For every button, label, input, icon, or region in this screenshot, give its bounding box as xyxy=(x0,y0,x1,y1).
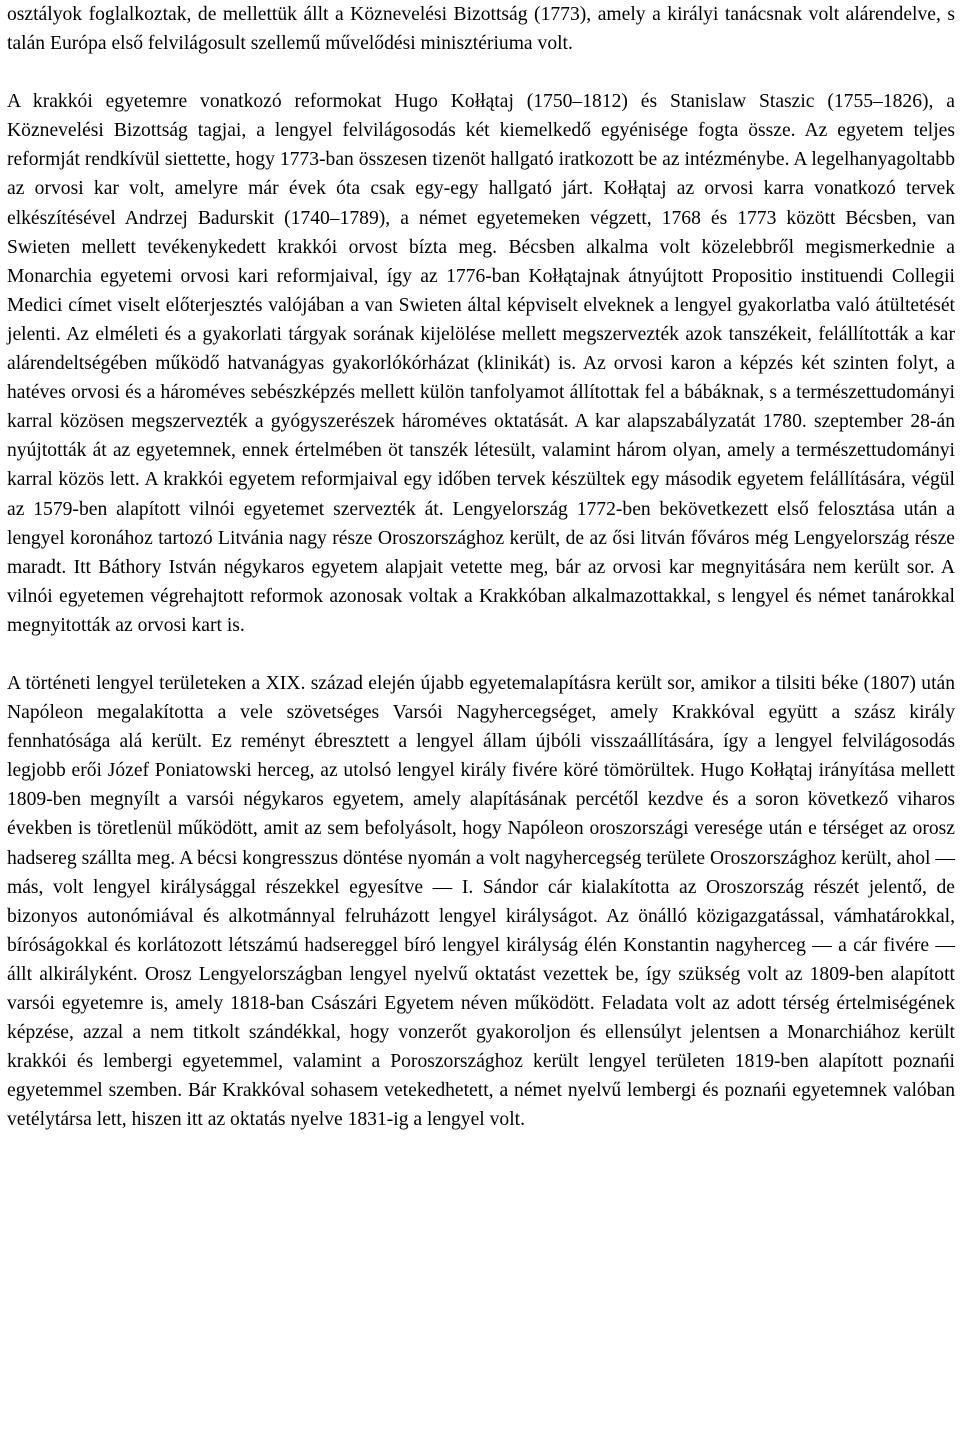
paragraph-spacer xyxy=(7,640,955,669)
paragraph-spacer xyxy=(7,58,955,87)
document-page xyxy=(7,0,955,1134)
paragraph-krakow-reform: A krakkói egyetemre vonatkozó reformokat Hugo Kołłątaj (1750–1812) és Stanislaw Staszic (1755–1826), a Köznevelési Bizottság tagjai, a lengyel felvilágosodás két kiemelkedő egyénisége fogta össze. Az egyetem teljes reformját rendkívül siettette, hogy 1773-ban összesen tizenöt hallgató iratkozott be az intézménybe. A legelhanyagoltabb az orvosi kar volt, amelyre már évek óta csak egy-egy hallgató járt. Kołłątaj az orvosi karra vonatkozó tervek elkészítésével Andrzej Badurskit (1740–1789), a német egyetemeken végzett, 1768 és 1773 között Bécsben, van Swieten mellett tevékenykedett krakkói orvost bízta meg. Bécsben alkalma volt közelebbről megismerkednie a Monarchia egyetemi orvosi kari reformjaival, így az 1776-ban Kołłątajnak átnyújtott Propositio instituendi Collegii Medici címet viselt előterjesztés valójában a van Swieten által képviselt elveknek a lengyel gyakorlatba való átültetését jelenti. Az elméleti és a gyakorlati tárgyak sorának kijelölése mellett megszervezték azok tanszékeit, felállították a kar alárendeltségében működő hatvanágyas gyakorlókórházat (klinikát) is. Az orvosi karon a képzés két szinten folyt, a hatéves orvosi és a hároméves sebészképzés mellett külön tanfolyamot állítottak fel a bábáknak, s a természettudományi karral közösen megszervezték a gyógyszerészek hároméves oktatását. A kar alapszabályzatát 1780. szeptember 28-án nyújtották át az egyetemnek, ennek értelmében öt tanszék létesült, valamint három olyan, amely a természettudományi karral közös lett. A krakkói egyetem reformjaival egy időben tervek készültek egy második egyetem felállítására, végül az 1579-ben alapított vilnói egyetemet szervezték át. Lengyelország 1772-ben bekövetkezett első felosztása után a lengyel koronához tartozó Litvánia nagy része Oroszországhoz került, de az ősi litván főváros még Lengyelország része maradt. Itt Báthory István négykaros egyetem alapjait vetette meg, bár az orvosi kar megnyitására nem került sor. A vilnói egyetemen végrehajtott reformok azonosak voltak a Krakkóban alkalmazottakkal, s lengyel és német tanárokkal megnyitották az orvosi kart is. xyxy=(7,91,955,636)
paragraph-warsaw-university: A történeti lengyel területeken a XIX. század elején újabb egyetemalapításra került sor, amikor a tilsiti béke (1807) után Napóleon megalakította a vele szövetséges Varsói Nagyhercegséget, amely Krakkóval együtt a szász király fennhatósága alá került. Ez reményt ébresztett a lengyel állam újbóli visszaállítására, így a lengyel felvilágosodás legjobb erői Józef Poniatowski herceg, az utolsó lengyel király fivére köré tömörültek. Hugo Kołłątaj irányítása mellett 1809-ben megnyílt a varsói négykaros egyetem, amely alapításának percétől kezdve és a soron következő viharos években is töretlenül működött, amit az sem befolyásolt, hogy Napóleon oroszországi veresége után e térséget az orosz hadsereg szállta meg. A bécsi kongresszus döntése nyomán a volt nagyhercegség területe Oroszországhoz került, ahol — más, volt lengyel királysággal részekkel egyesítve — I. Sándor cár kialakította az Oroszország részét jelentő, de bizonyos autonómiával és alkotmánnyal felruházott lengyel királyságot. Az önálló közigazgatással, vámhatárokkal, bíróságokkal és korlátozott létszámú hadsereggel bíró lengyel királyság élén Konstantin nagyherceg — a cár fivére — állt alkirályként. Orosz Lengyelországban lengyel nyelvű oktatást vezettek be, így szükség volt az 1809-ben alapított varsói egyetemre is, amely 1818-ban Császári Egyetem néven működött. Feladata volt az adott térség értelmiségének képzése, azzal a nem titkolt szándékkal, hogy vonzerőt gyakoroljon és ellensúlyt jelentsen a Monarchiához került krakkói és lembergi egyetemmel, valamint a Poroszországhoz került lengyel területen 1819-ben alapított poznańi egyetemmel szemben. Bár Krakkóval sohasem vetekedhetett, a német nyelvű lembergi és poznańi egyetemnek valóban vetélytársa lett, hiszen itt az oktatás nyelve 1831-ig a lengyel volt. xyxy=(7,672,955,1131)
paragraph-intro: osztályok foglalkoztak, de mellettük állt a Köznevelési Bizottság (1773), amely a királyi tanácsnak volt alárendelve, s talán Európa első felvilágosult szellemű művelődési minisztériuma volt. xyxy=(7,4,955,55)
